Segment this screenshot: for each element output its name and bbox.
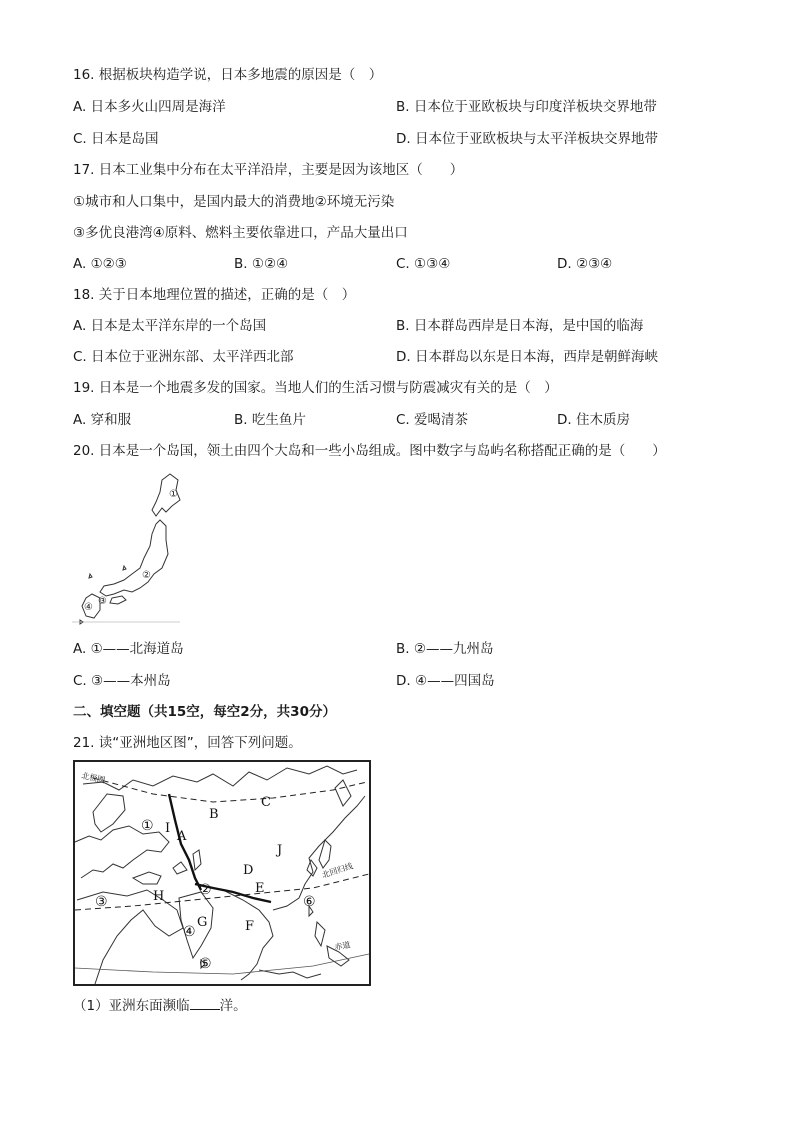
q17-statement-line-1: ①城市和人口集中，是国内最大的消费地②环境无污染 <box>73 194 395 210</box>
q18-option-a[interactable]: A. 日本是太平洋东岸的一个岛国 <box>73 318 267 334</box>
q21-sub-question-1 <box>73 996 247 1015</box>
q20-option-d[interactable]: D. ④——四国岛 <box>396 673 495 689</box>
map-number-4: ④ <box>183 924 196 940</box>
q20-option-a[interactable]: A. ①——北海道岛 <box>73 641 184 657</box>
q19-option-a[interactable]: A. 穿和服 <box>73 412 132 428</box>
q18-option-c[interactable]: C. 日本位于亚洲东部、太平洋西北部 <box>73 349 294 365</box>
q20-option-b[interactable]: B. ②——九州岛 <box>396 641 494 657</box>
q16-option-d[interactable]: D. 日本位于亚欧板块与太平洋板块交界地带 <box>396 131 658 147</box>
q16-option-b[interactable]: B. 日本位于亚欧板块与印度洋板块交界地带 <box>396 99 657 115</box>
q21-sub1-suffix: 洋。 <box>219 998 247 1014</box>
q19-stem: 19. 日本是一个地震多发的国家。当地人们的生活习惯与防震减灾有关的是（ ） <box>73 380 558 396</box>
map-label-3: ③ <box>98 596 107 607</box>
q18-stem: 18. 关于日本地理位置的描述，正确的是（ ） <box>73 287 356 303</box>
map-letter-a: A <box>177 829 187 844</box>
q17-statement-line-2: ③多优良港湾④原料、燃料主要依靠进口，产品大量出口 <box>73 225 408 241</box>
map-letter-c: C <box>261 795 271 810</box>
map-letter-j: J <box>277 843 283 858</box>
asia-map <box>73 760 371 986</box>
q16-option-c[interactable]: C. 日本是岛国 <box>73 131 159 147</box>
q21-stem: 21. 读“亚洲地区图”，回答下列问题。 <box>73 735 302 751</box>
q21-sub1-blank[interactable] <box>190 996 220 1010</box>
map-letter-e: E <box>255 881 265 896</box>
map-text-tropic-of-cancer: 北回归线 <box>320 861 355 880</box>
map-label-2: ② <box>142 570 151 581</box>
q17-option-d[interactable]: D. ②③④ <box>557 256 613 272</box>
map-letter-g: G <box>197 915 208 930</box>
map-number-1: ① <box>141 818 154 834</box>
q17-option-b[interactable]: B. ①②④ <box>234 256 289 272</box>
q17-stem: 17. 日本工业集中分布在太平洋沿岸，主要是因为该地区（ ） <box>73 162 464 178</box>
q19-option-c[interactable]: C. 爱喝清茶 <box>396 412 469 428</box>
q16-option-a[interactable]: A. 日本多火山四周是海洋 <box>73 99 226 115</box>
map-number-6: ⑥ <box>303 894 316 910</box>
q19-option-d[interactable]: D. 住木质房 <box>557 412 630 428</box>
q16-stem: 16. 根据板块构造学说，日本多地震的原因是（ ） <box>73 67 383 83</box>
q18-option-b[interactable]: B. 日本群岛西岸是日本海，是中国的临海 <box>396 318 644 334</box>
q20-option-c[interactable]: C. ③——本州岛 <box>73 673 171 689</box>
map-label-4: ④ <box>84 602 93 613</box>
q19-option-b[interactable]: B. 吃生鱼片 <box>234 412 306 428</box>
map-number-3: ③ <box>95 894 108 910</box>
map-letter-i: I <box>165 821 171 836</box>
section-2-title: 二、填空题（共15空，每空2分，共30分） <box>73 704 336 720</box>
map-letter-h: H <box>153 889 165 904</box>
japan-map <box>70 470 182 626</box>
map-label-1: ① <box>169 489 178 500</box>
map-number-5: ⑤ <box>199 956 212 972</box>
q18-option-d[interactable]: D. 日本群岛以东是日本海，西岸是朝鲜海峡 <box>396 349 658 365</box>
map-text-arctic-circle: 北极圈 <box>80 771 106 785</box>
q21-sub1-prefix: （1）亚洲东面濒临 <box>73 998 190 1014</box>
q17-option-a[interactable]: A. ①②③ <box>73 256 127 272</box>
map-letter-d: D <box>243 863 254 878</box>
map-number-2: ② <box>199 882 212 898</box>
q20-stem: 20. 日本是一个岛国，领土由四个大岛和一些小岛组成。图中数字与岛屿名称搭配正确的是（ ） <box>73 443 666 459</box>
map-text-equator: 赤道 <box>333 940 352 952</box>
map-letter-b: B <box>209 807 219 822</box>
q17-option-c[interactable]: C. ①③④ <box>396 256 451 272</box>
map-letter-f: F <box>245 919 255 934</box>
